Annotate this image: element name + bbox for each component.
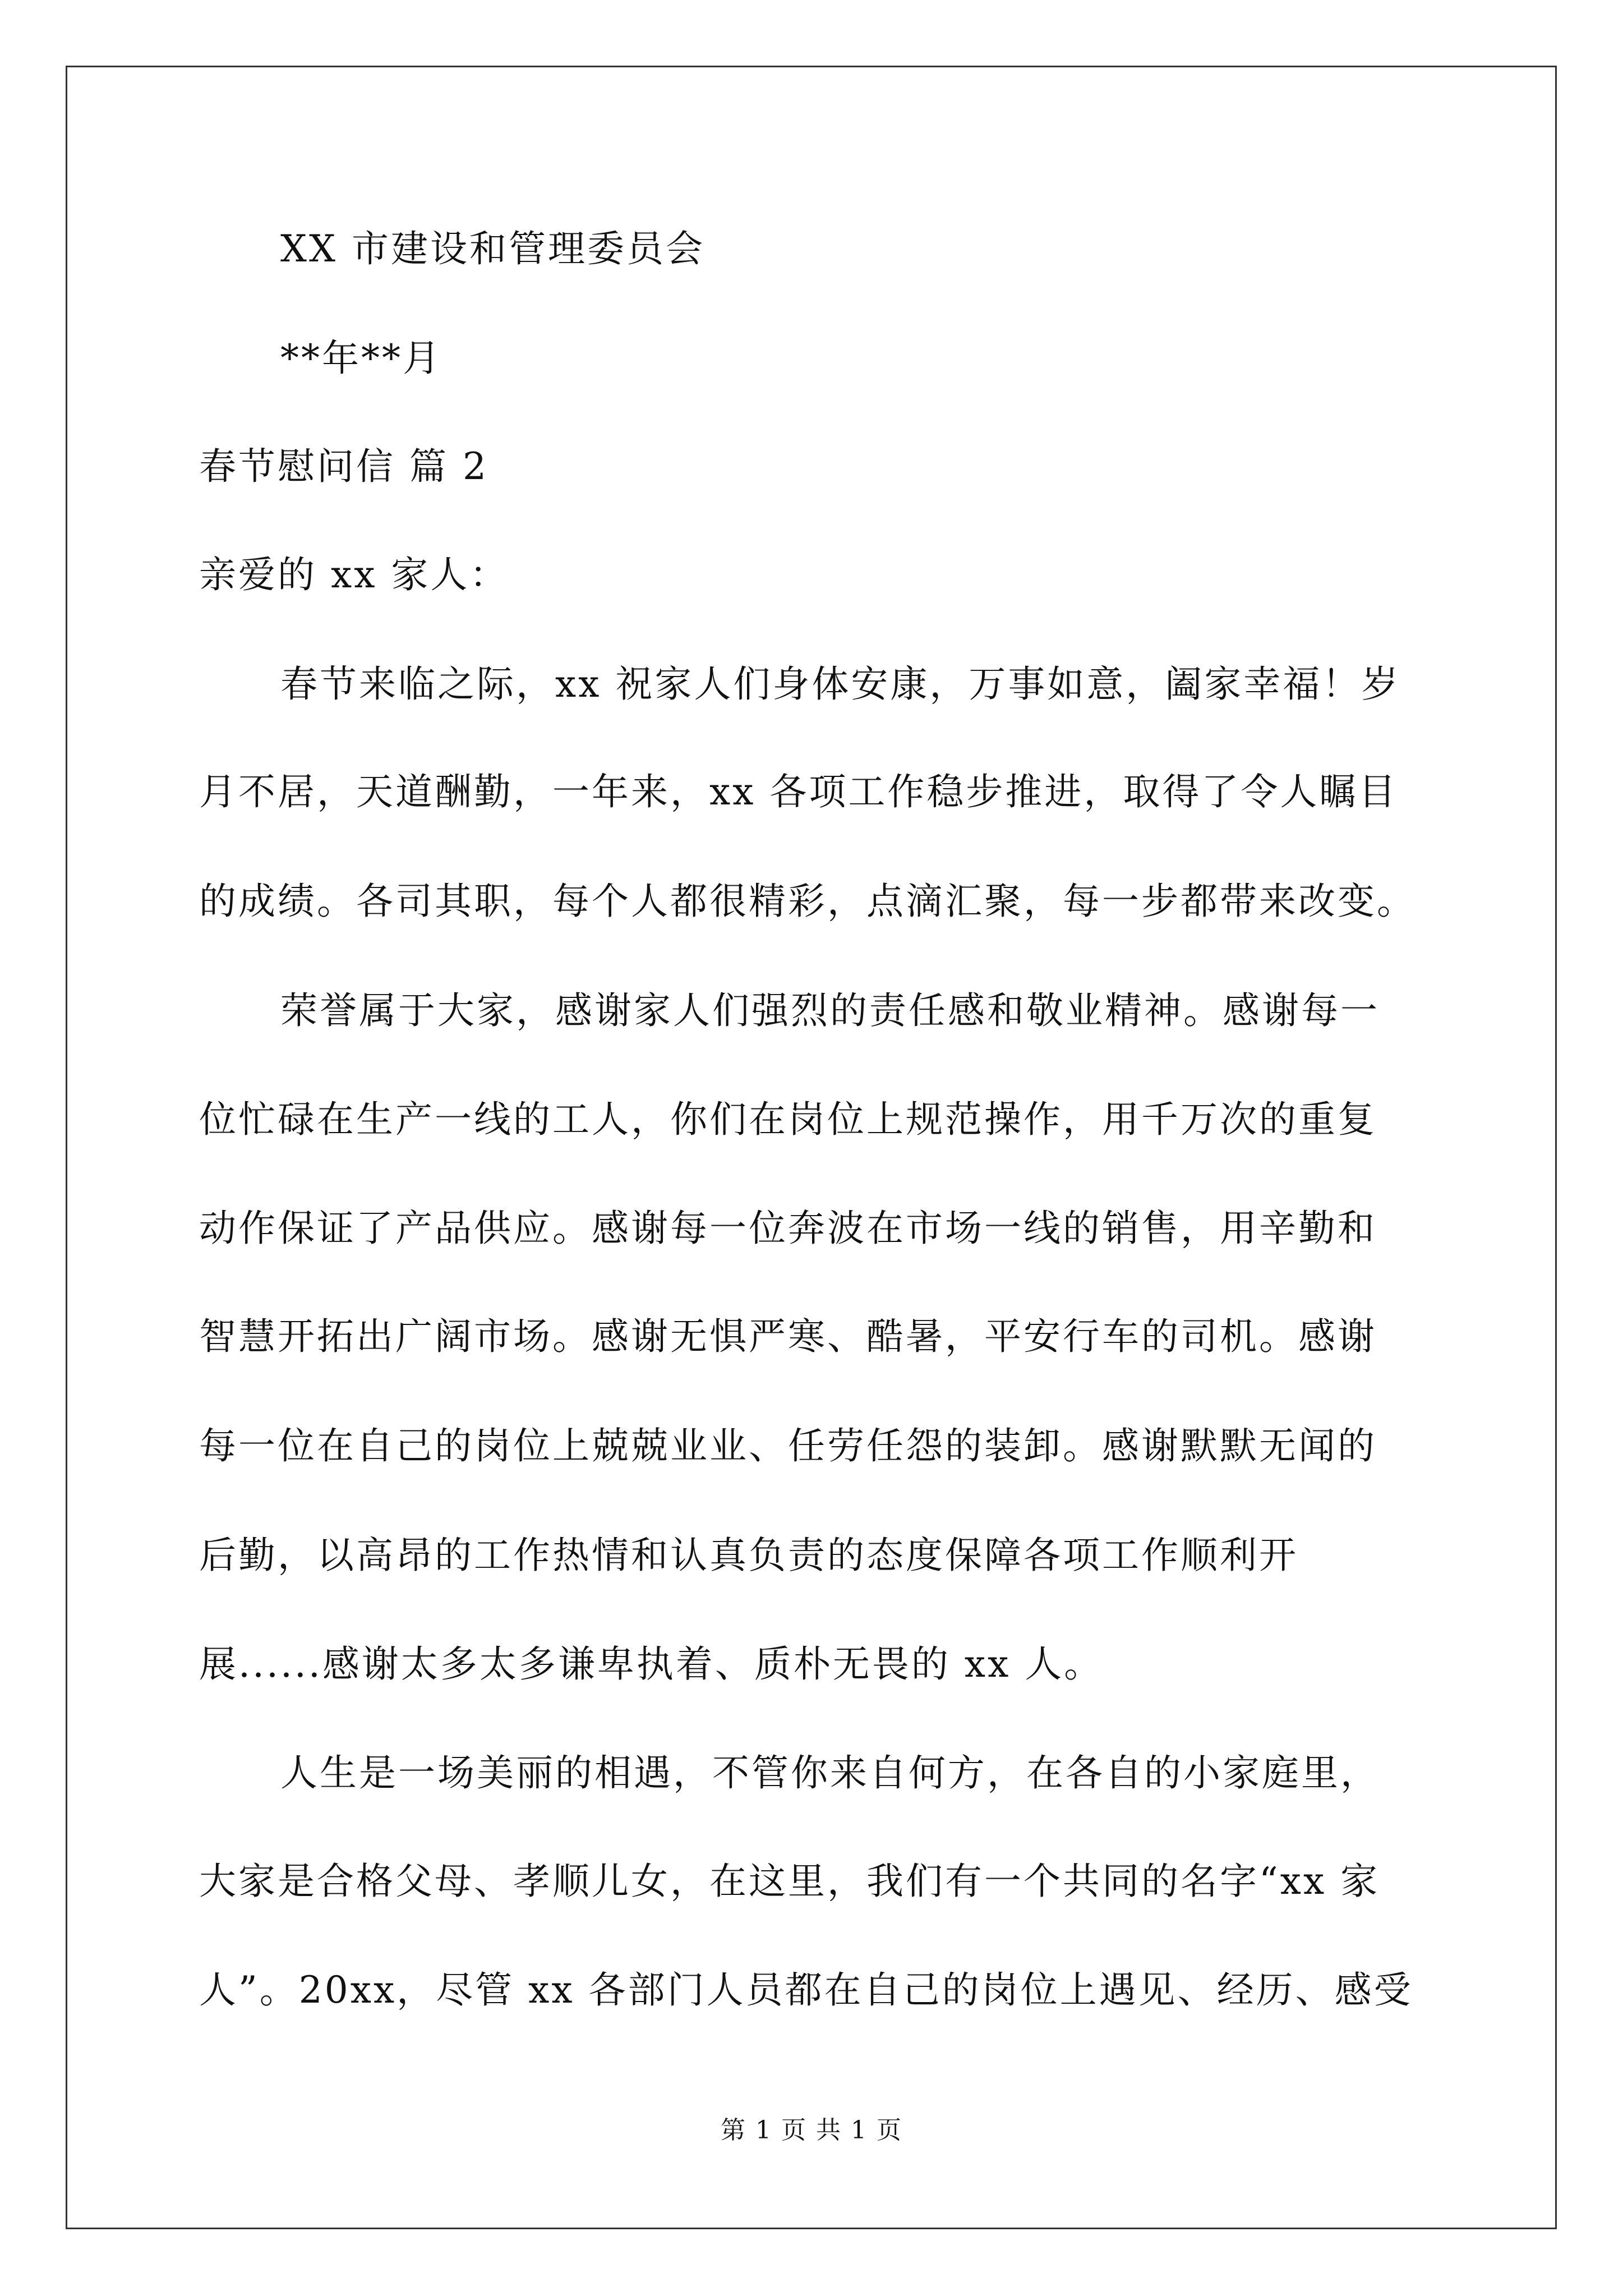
body-text-line: 的成绩。各司其职，每个人都很精彩，点滴汇聚，每一步都带来改变。	[199, 880, 1416, 923]
salutation-line: 亲爱的 xx 家人：	[199, 553, 509, 596]
body-text-line: 人”。20xx，尽管 xx 各部门人员都在自己的岗位上遇见、经历、感受	[199, 1968, 1413, 2012]
signature-org-line: XX 市建设和管理委员会	[280, 227, 705, 270]
body-text-line: 每一位在自己的岗位上兢兢业业、任劳任怨的装卸。感谢默默无闻的	[199, 1424, 1377, 1467]
body-text-line: 位忙碌在生产一线的工人，你们在岗位上规范操作，用千万次的重复	[199, 1098, 1377, 1141]
body-text-line: 动作保证了产品供应。感谢每一位奔波在市场一线的销售，用辛勤和	[199, 1207, 1377, 1250]
section-heading: 春节慰问信 篇 2	[199, 445, 488, 488]
signature-date-line: **年**月	[280, 337, 442, 380]
body-text-line: 大家是合格父母、孝顺儿女，在这里，我们有一个共同的名字“xx 家	[199, 1860, 1380, 1903]
page-border	[66, 66, 1557, 2229]
body-text-line: 后勤，以高昂的工作热情和认真负责的态度保障各项工作顺利开	[199, 1534, 1298, 1577]
page-footer: 第 1 页 共 1 页	[721, 2116, 902, 2145]
body-text-line: 荣誉属于大家，感谢家人们强烈的责任感和敬业精神。感谢每一	[280, 989, 1380, 1032]
body-text-line: 人生是一场美丽的相遇，不管你来自何方，在各自的小家庭里，	[280, 1751, 1380, 1795]
body-text-line: 春节来临之际，xx 祝家人们身体安康，万事如意，阖家幸福！岁	[280, 662, 1401, 706]
body-text-line: 智慧开拓出广阔市场。感谢无惧严寒、酷暑，平安行车的司机。感谢	[199, 1315, 1377, 1358]
body-text-line: 月不居，天道酬勤，一年来，xx 各项工作稳步推进，取得了令人瞩目	[199, 770, 1398, 813]
body-text-line: 展......感谢太多太多谦卑执着、质朴无畏的 xx 人。	[199, 1642, 1104, 1686]
